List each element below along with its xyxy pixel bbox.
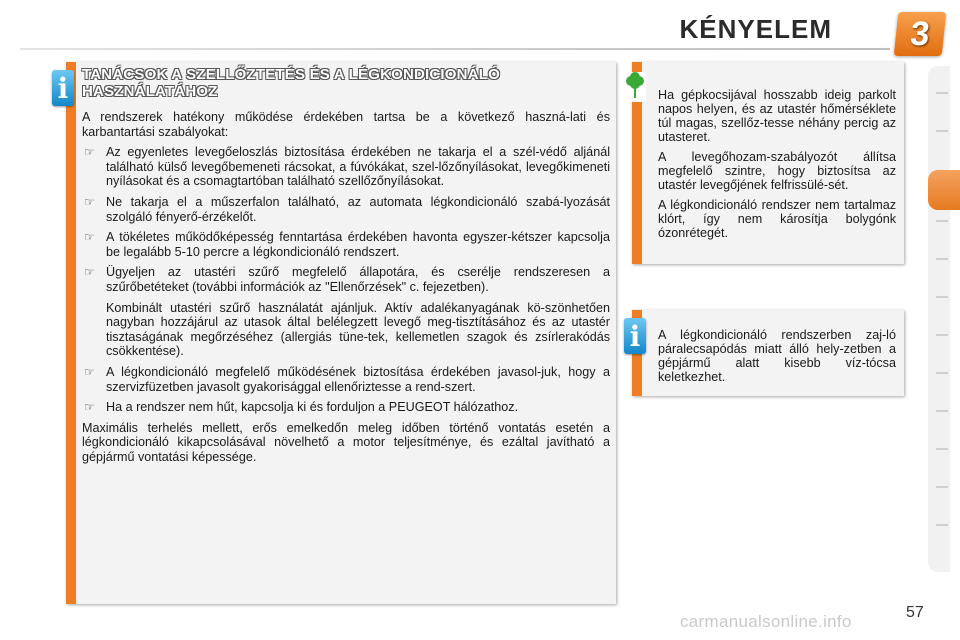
chapter-tab[interactable]	[936, 130, 948, 132]
info-icon: i	[52, 70, 74, 106]
panel-accent-bar	[66, 62, 76, 604]
list-item	[82, 195, 610, 224]
list-item-text: Ha a rendszer nem hűt, kapcsolja ki és forduljon a PEUGEOT hálózathoz.	[106, 400, 519, 415]
list-item	[82, 400, 610, 415]
chapter-number-badge: 3	[894, 12, 947, 56]
chapter-tab-rail	[928, 66, 950, 572]
chapter-tab[interactable]	[936, 258, 948, 260]
list-item	[82, 230, 610, 259]
hand-pointer-icon: ☞	[84, 400, 95, 415]
header-divider	[20, 48, 890, 50]
hand-pointer-icon: ☞	[84, 265, 95, 280]
chapter-tab-active[interactable]	[928, 170, 960, 210]
main-body	[82, 110, 610, 470]
chapter-tab[interactable]	[936, 486, 948, 488]
hand-pointer-icon: ☞	[84, 194, 95, 209]
section-title: TANÁCSOK A SZELLŐZTETÉS ÉS A LÉGKONDICIONÁLÓ HASZNÁLATÁHOZ	[82, 66, 500, 100]
eco-tip-text	[658, 88, 896, 246]
chapter-tab[interactable]	[936, 296, 948, 298]
list-item-text: Ne takarja el a műszerfalon található, az automata légkondicionáló szabá-lyozását szolgáló fényerő-érzékelőt.	[106, 194, 610, 224]
chapter-tab[interactable]	[936, 220, 948, 222]
list-item-text: A légkondicionáló megfelelő működésének biztosítása érdekében javasol-juk, hogy a szervizfüzetben javasolt gyakorisággal ellenőriztesse a rend-szert.	[106, 364, 610, 394]
closing-paragraph: Maximális terhelés mellett, erős emelkedőn meleg időben történő vontatás esetén a légkondicionáló kikapcsolásával növelhető a motor teljesítménye, és ezáltal javítható a gépjármű vontatási képessége.	[82, 420, 610, 464]
watermark: carmanualsonline.info	[680, 612, 852, 631]
list-item-text: A tökéletes működőképesség fenntartása érdekében havonta egyszer-kétszer kapcsolja be legalább 5-10 percre a légkondicionáló rendszert.	[106, 230, 610, 259]
hand-pointer-icon: ☞	[84, 364, 95, 379]
hand-pointer-icon: ☞	[84, 230, 95, 245]
chapter-tab[interactable]	[936, 334, 948, 336]
filter-recommendation: Kombinált utastéri szűrő használatát ajánljuk. Aktív adalékanyagának kö-szönhetően nagyban hozzájárul az utasok által belélegzett levegő meg-tisztításához és az utastér tisztaságának megőrzéséhez (allergiás tüne-tek, kellemetlen szagok és zsírlerakódás csökkentése).	[106, 300, 610, 359]
list-item	[82, 265, 610, 294]
list-item	[82, 145, 610, 189]
hand-pointer-icon: ☞	[84, 145, 95, 160]
info-note-text: A légkondicionáló rendszerben zaj-ló páralecsapódás miatt álló hely-zetben a gépjármű alatt kisebb víz-tócsa keletkezhet.	[658, 328, 896, 384]
eco-paragraph: A légkondicionáló rendszer nem tartalmaz klórt, így nem károsítja bolygónk ózonrétegét.	[658, 198, 896, 240]
chapter-tab[interactable]	[936, 92, 948, 94]
eco-paragraph: Ha gépkocsijával hosszabb ideig parkolt napos helyen, és az utastér hőmérséklete túl magas, szellőz-tesse néhány percig az utasteret.	[658, 88, 896, 144]
intro-paragraph: A rendszerek hatékony működése érdekében tartsa be a következő haszná-lati és karbantartási szabályokat:	[82, 110, 610, 139]
info-icon: i	[624, 318, 646, 354]
list-item-text: Ügyeljen az utastéri szűrő megfelelő állapotára, és cserélje rendszeresen a szűrőbetéteket (további információk az "Ellenőrzések" c. fejezetben).	[106, 265, 610, 294]
chapter-tab[interactable]	[936, 372, 948, 374]
list-item-text: Az egyenletes levegőeloszlás biztosítása érdekében ne takarja el a szél-védő aljánál található külső levegőbemeneti rácsokat, a fúvókákat, szel-lőzőnyílásokat, levegőkimeneti nyílásokat és a csomagtartóban található szellőzőnyílásokat.	[106, 145, 610, 189]
eco-leaf-icon	[624, 72, 646, 102]
chapter-title: KÉNYELEM	[679, 14, 832, 44]
page-number: 57	[906, 604, 924, 621]
chapter-tab[interactable]	[936, 410, 948, 412]
chapter-tab[interactable]	[936, 524, 948, 526]
eco-paragraph: A levegőhozam-szabályozót állítsa megfelelő szintre, hogy biztosítsa az utastér levegőjének felfrissülé-sét.	[658, 150, 896, 192]
list-item	[82, 365, 610, 394]
chapter-tab[interactable]	[936, 448, 948, 450]
